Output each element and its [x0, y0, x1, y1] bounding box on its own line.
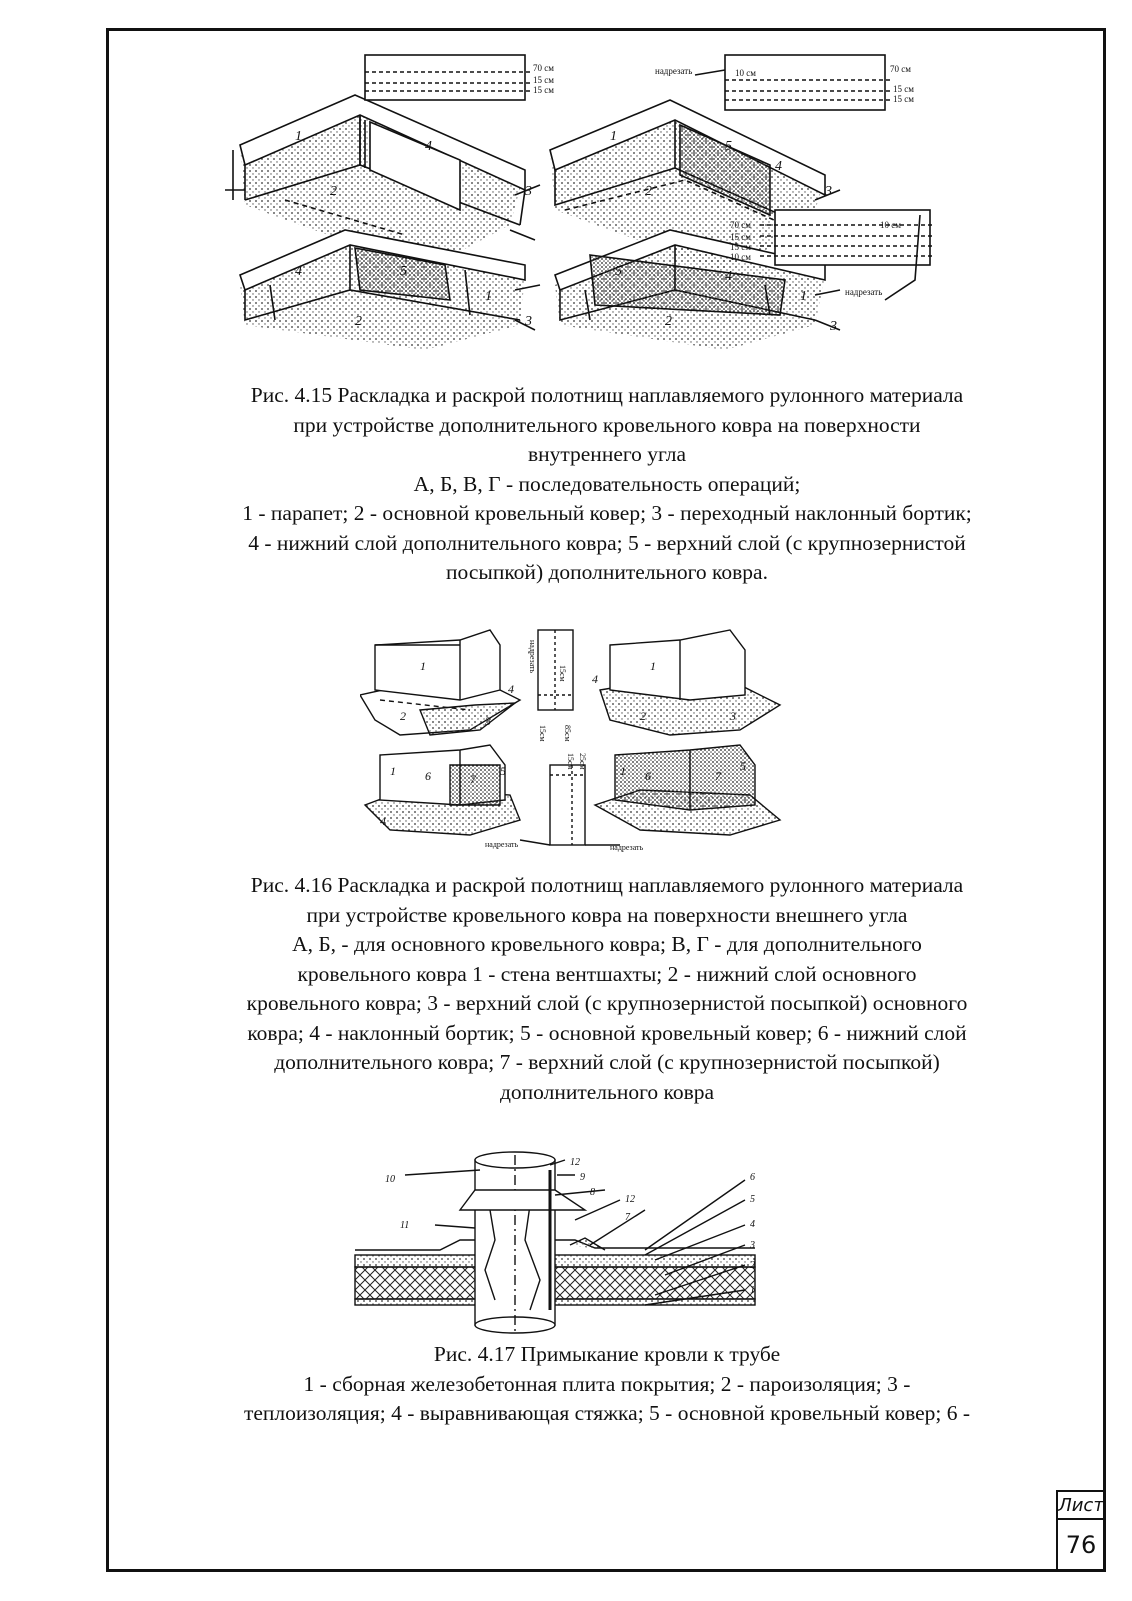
- dim-d-15b: 15 см: [730, 242, 751, 252]
- svg-text:4: 4: [750, 1219, 755, 1230]
- dim-b-10: 10 см: [735, 68, 756, 78]
- caption-line: при устройстве кровельного ковра на поверхности внешнего угла: [306, 902, 908, 927]
- caption-line: дополнительного ковра; 7 - верхний слой (с крупнозернистой посыпкой): [274, 1050, 940, 1074]
- svg-text:8: 8: [590, 1187, 595, 1198]
- svg-text:5: 5: [740, 759, 746, 773]
- caption-4-17: [110, 1340, 1104, 1429]
- caption-line: внутреннего угла: [527, 442, 687, 466]
- svg-text:5: 5: [615, 264, 622, 279]
- svg-text:2: 2: [355, 314, 362, 329]
- caption-4-15: [110, 381, 1104, 588]
- caption-line: Рис. 4.15 Раскладка и раскрой полотнищ наплавляемого рулонного материала: [250, 383, 964, 407]
- dim-d-10: 10 см: [880, 220, 901, 230]
- svg-text:4: 4: [775, 159, 782, 174]
- svg-text:5: 5: [400, 264, 407, 279]
- svg-text:6: 6: [425, 769, 431, 783]
- svg-text:12: 12: [625, 1194, 635, 1205]
- svg-text:1: 1: [485, 289, 492, 304]
- svg-text:5: 5: [500, 764, 506, 778]
- svg-text:2: 2: [665, 314, 672, 329]
- svg-text:1: 1: [420, 659, 426, 673]
- svg-text:1: 1: [800, 289, 807, 304]
- svg-text:3: 3: [525, 314, 532, 329]
- svg-text:5: 5: [725, 139, 732, 154]
- svg-text:7: 7: [625, 1212, 630, 1223]
- cut-label-b: надрезать: [655, 66, 693, 76]
- dim-a-70: 70 см: [533, 63, 554, 73]
- dim-d-70: 70 см: [730, 220, 751, 230]
- dim-strip-a-85: 85см: [563, 725, 572, 742]
- caption-line: Рис. 4.17 Примыкание кровли к трубе: [433, 1342, 781, 1366]
- svg-text:1: 1: [390, 764, 396, 778]
- dim-a-15b: 15 см: [533, 85, 554, 95]
- caption-line: при устройстве дополнительного кровельного ковра на поверхности: [293, 412, 921, 437]
- caption-line: теплоизоляция; 4 - выравнивающая стяжка; 5 - основной кровельный ковер; 6 -: [243, 1401, 971, 1425]
- caption-line: Рис. 4.16 Раскладка и раскрой полотнищ наплавляемого рулонного материала: [250, 873, 964, 897]
- dim-d-10b: 10 см: [730, 252, 751, 262]
- svg-text:5: 5: [750, 1194, 755, 1205]
- caption-line: дополнительного ковра: [499, 1079, 715, 1104]
- cut-label-d: надрезать: [845, 287, 883, 297]
- svg-text:3: 3: [750, 1240, 755, 1251]
- caption-line: А, Б, - для основного кровельного ковра; В, Г - для дополнительного: [292, 932, 922, 956]
- dim-d-15: 15 см: [730, 232, 751, 242]
- svg-text:3: 3: [825, 184, 832, 199]
- svg-text:1: 1: [750, 1285, 755, 1296]
- svg-text:7: 7: [470, 772, 476, 786]
- sheet-stamp: [1056, 1490, 1104, 1570]
- caption-line: 4 - нижний слой дополнительного ковра; 5 - верхний слой (с крупнозернистой: [248, 530, 966, 555]
- dim-strip-a-15: 15см: [558, 665, 567, 682]
- svg-text:4: 4: [592, 672, 598, 686]
- svg-text:2: 2: [400, 709, 406, 723]
- svg-text:2: 2: [645, 184, 652, 199]
- svg-text:12: 12: [570, 1157, 580, 1168]
- svg-text:6: 6: [750, 1172, 755, 1183]
- svg-text:1: 1: [620, 764, 626, 778]
- svg-text:2: 2: [750, 1260, 755, 1271]
- dim-a-15: 15 см: [533, 75, 554, 85]
- svg-text:3: 3: [730, 709, 736, 723]
- svg-text:3: 3: [485, 714, 491, 728]
- svg-text:2: 2: [640, 709, 646, 723]
- caption-line: А, Б, В, Г - последовательность операций;: [413, 471, 801, 496]
- svg-text:1: 1: [610, 129, 617, 144]
- figure-4-15-drawing: [225, 50, 945, 370]
- cut-label-c: надрезать: [485, 840, 519, 849]
- sheet-label: Лист: [1056, 1490, 1104, 1520]
- dim-strip-c-15: 15см: [566, 753, 575, 770]
- svg-text:4: 4: [380, 814, 386, 828]
- cut-label-a: надрезать: [528, 640, 537, 674]
- caption-line: посыпкой) дополнительного ковра.: [446, 560, 768, 584]
- dim-b-15: 15 см: [893, 84, 914, 94]
- dim-b-15b: 15 см: [893, 94, 914, 104]
- svg-text:7: 7: [715, 769, 721, 783]
- svg-text:1: 1: [650, 659, 656, 673]
- svg-text:3: 3: [830, 319, 837, 334]
- figure-4-17-drawing: [345, 1150, 775, 1340]
- svg-text:9: 9: [580, 1172, 585, 1183]
- sheet-number: 76: [1056, 1520, 1104, 1570]
- caption-line: 1 - сборная железобетонная плита покрытия; 2 - пароизоляция; 3 -: [303, 1371, 911, 1396]
- svg-text:2: 2: [330, 184, 337, 199]
- caption-line: 1 - парапет; 2 - основной кровельный ковер; 3 - переходный наклонный бортик;: [242, 501, 972, 525]
- svg-text:10: 10: [385, 1174, 395, 1185]
- dim-b-70: 70 см: [890, 64, 911, 74]
- cut-label-d: надрезать: [610, 843, 644, 852]
- svg-text:4: 4: [425, 139, 432, 154]
- caption-4-16: [110, 871, 1104, 1107]
- svg-text:4: 4: [508, 682, 514, 696]
- dim-strip-c-25: 25см: [578, 753, 587, 770]
- svg-text:11: 11: [400, 1220, 410, 1231]
- svg-text:1: 1: [295, 129, 302, 144]
- svg-text:3: 3: [525, 184, 532, 199]
- svg-text:4: 4: [295, 264, 302, 279]
- caption-line: кровельного ковра; 3 - верхний слой (с крупнозернистой посыпкой) основного: [246, 991, 968, 1015]
- figure-4-16-drawing: [360, 625, 810, 860]
- caption-line: ковра; 4 - наклонный бортик; 5 - основной кровельный ковер; 6 - нижний слой: [247, 1020, 967, 1045]
- svg-text:6: 6: [645, 769, 651, 783]
- caption-line: кровельного ковра 1 - стена вентшахты; 2 - нижний слой основного: [297, 961, 917, 986]
- svg-text:4: 4: [725, 269, 732, 284]
- dim-strip-a-15b: 15см: [538, 725, 547, 742]
